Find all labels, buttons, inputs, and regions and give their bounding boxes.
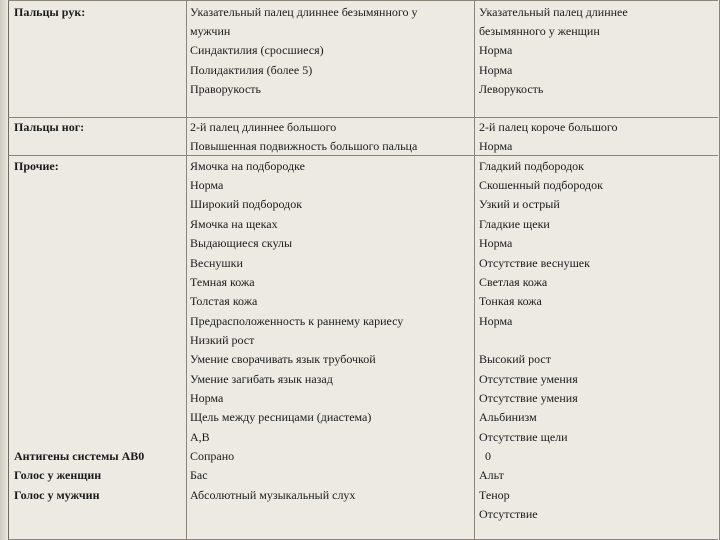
cell-text: Веснушки [190, 256, 243, 270]
cell-text: Норма [479, 236, 513, 250]
cell-text: Альбинизм [479, 410, 537, 424]
row-divider [8, 117, 718, 118]
cell-text: 0 [485, 449, 491, 463]
cell-text: Предрасположенность к раннему кариесу [190, 314, 404, 328]
cell-text: Абсолютный музыкальный слух [190, 488, 356, 502]
cell-text: Норма [479, 139, 513, 153]
cell-text: Тонкая кожа [479, 294, 542, 308]
cell-text: Толстая кожа [190, 294, 258, 308]
section-label-other: Прочие: [14, 159, 59, 173]
cell-text: Бас [190, 468, 208, 482]
cell-text: Повышенная подвижность большого пальца [190, 139, 418, 153]
table-border-top [8, 0, 718, 1]
label-abo-antigens: Антигены системы АВ0 [14, 449, 145, 463]
cell-text: Гладкие щеки [479, 217, 550, 231]
cell-text: Сопрано [190, 449, 235, 463]
cell-text: А,В [190, 430, 210, 444]
cell-text: Указательный палец длиннее безымянного у [190, 5, 418, 19]
cell-text: Светлая кожа [479, 275, 548, 289]
cell-text: Указательный палец длиннее [479, 5, 628, 19]
cell-text: Леворукость [479, 82, 544, 96]
cell-text: Умение загибать язык назад [190, 372, 333, 386]
cell-text: Отсутствие веснушек [479, 256, 590, 270]
label-female-voice: Голос у женщин [14, 468, 102, 482]
cell-text: безымянного у женщин [479, 24, 600, 38]
cell-text: Норма [190, 391, 224, 405]
cell-text: Темная кожа [190, 275, 255, 289]
cell-text: Отсутствие [479, 507, 538, 521]
cell-text: Узкий и острый [479, 197, 560, 211]
cell-text: Полидактилия (более 5) [190, 63, 313, 77]
cell-text: Гладкий подбородок [479, 159, 585, 173]
cell-text: Отсутствие умения [479, 372, 578, 386]
cell-text: Норма [479, 314, 513, 328]
cell-text: Выдающиеся скулы [190, 236, 293, 250]
cell-text: Умение сворачивать язык трубочкой [190, 352, 376, 366]
page-edge [0, 0, 7, 540]
cell-text: Скошенный подбородок [479, 178, 603, 192]
cell-text: Норма [479, 43, 513, 57]
cell-text: мужчин [190, 24, 231, 38]
row-divider [8, 155, 718, 156]
cell-text: Норма [190, 178, 224, 192]
cell-text: Ямочка на подбородке [190, 159, 305, 173]
label-male-voice: Голос у мужчин [14, 488, 100, 502]
cell-text: 2-й палец длиннее большого [190, 120, 337, 134]
cell-text: Щель между ресницами (диастема) [190, 410, 372, 424]
cell-text: Норма [479, 63, 513, 77]
cell-text: Отсутствие щели [479, 430, 568, 444]
cell-text: Широкий подбородок [190, 197, 303, 211]
section-label-toes: Пальцы ног: [14, 120, 85, 134]
cell-text: Альт [479, 468, 504, 482]
section-label-hands: Пальцы рук: [14, 5, 86, 19]
cell-text: Отсутствие умения [479, 391, 578, 405]
cell-text: Тенор [479, 488, 510, 502]
cell-text: Низкий рост [190, 333, 255, 347]
cell-text: Ямочка на щеках [190, 217, 278, 231]
cell-text: Праворукость [190, 82, 261, 96]
cell-text: 2-й палец короче большого [479, 120, 618, 134]
cell-text: Высокий рост [479, 352, 551, 366]
cell-text: Синдактилия (сросшиеся) [190, 43, 324, 57]
